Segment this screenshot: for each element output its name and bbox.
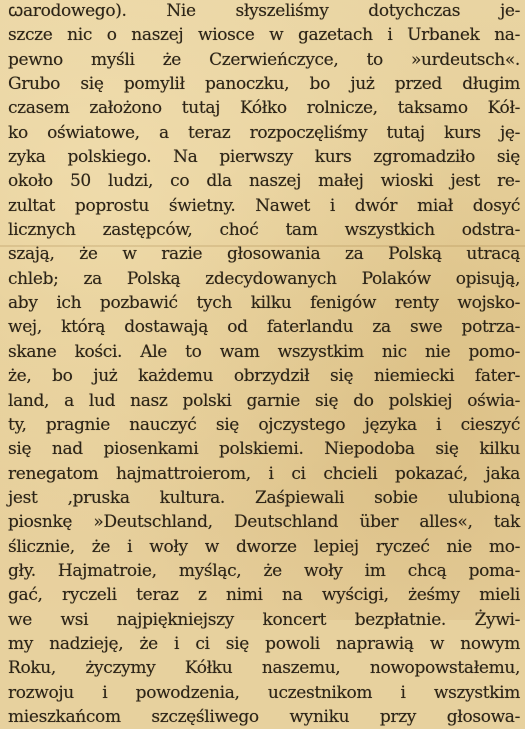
text-line: my nadzieję, że i ci się powoli naprawią w nowym: [8, 633, 520, 654]
text-line: ko oświatowe, a teraz rozpoczęliśmy tutaj kurs ję-: [8, 122, 520, 143]
text-line: ślicznie, że i woły w dworze lepiej ryczeć nie mo-: [8, 536, 520, 557]
text-line: gły. Hajmatroie, myśląc, że woły im chcą poma-: [8, 560, 520, 581]
text-line: land, a lud nasz polski garnie się do polskiej oświa-: [8, 390, 520, 411]
text-line: aby ich pozbawić tych kilku fenigów renty wojsko-: [8, 293, 520, 314]
text-line: zultat poprostu świetny. Nawet i dwór miał dosyć: [8, 195, 520, 216]
text-line: ty, pragnie nauczyć się ojczystego języka i cieszyć: [8, 414, 520, 435]
text-line: jest ‚pruska kultura. Zaśpiewali sobie ulubioną: [8, 487, 520, 508]
text-line: pewno myśli że Czerwieńczyce, to »urdeutsch«.: [8, 49, 520, 70]
text-line: renegatom hajmattroierom, i ci chcieli pokazać, jaka: [8, 463, 520, 484]
text-line: rozwoju i powodzenia, uczestnikom i wszystkim: [8, 682, 520, 703]
text-line: mieszkańcom szczęśliwego wyniku przy głosowa-: [8, 706, 520, 727]
text-line: się nad piosenkami polskiemi. Niepodoba się kilku: [8, 439, 520, 460]
text-line: około 50 ludzi, co dla naszej małej wioski jest re-: [8, 171, 520, 192]
text-line: gać, ryczeli teraz z nimi na wyścigi, żeśmy mieli: [8, 585, 520, 606]
text-line: piosnkę »Deutschland, Deutschland über alles«, tak: [8, 512, 520, 533]
text-line: zyka polskiego. Na pierwszy kurs zgromadziło się: [8, 147, 520, 168]
text-line: Roku, życzymy Kółku naszemu, nowopowstałemu,: [8, 658, 520, 679]
text-line: wej, którą dostawają od faterlandu za swe potrza-: [8, 317, 520, 338]
text-line: że, bo już każdemu obrzydził się niemiecki fater-: [8, 366, 520, 387]
text-line: skane kości. Ale to wam wszystkim nic nie pomo-: [8, 341, 520, 362]
text-line: Grubo się pomylił panoczku, bo już przed długim: [8, 74, 520, 95]
text-line: chleb; za Polską zdecydowanych Polaków opisują,: [8, 268, 520, 289]
text-line: licznych zastępców, choć tam wszystkich odstra-: [8, 220, 520, 241]
article-column: [8, 0, 520, 729]
text-line: czasem założono tutaj Kółko rolnicze, taksamo Kół-: [8, 98, 520, 119]
text-line: szają, że w razie głosowania za Polską utracą: [8, 244, 520, 265]
text-line: ꞷarodowego). Nie słyszeliśmy dotychczas je-: [8, 1, 520, 21]
text-line: we wsi najpiękniejszy koncert bezpłatnie. Żywi-: [8, 609, 520, 630]
text-line: szcze nic o naszej wiosce w gazetach i Urbanek na-: [8, 25, 520, 46]
